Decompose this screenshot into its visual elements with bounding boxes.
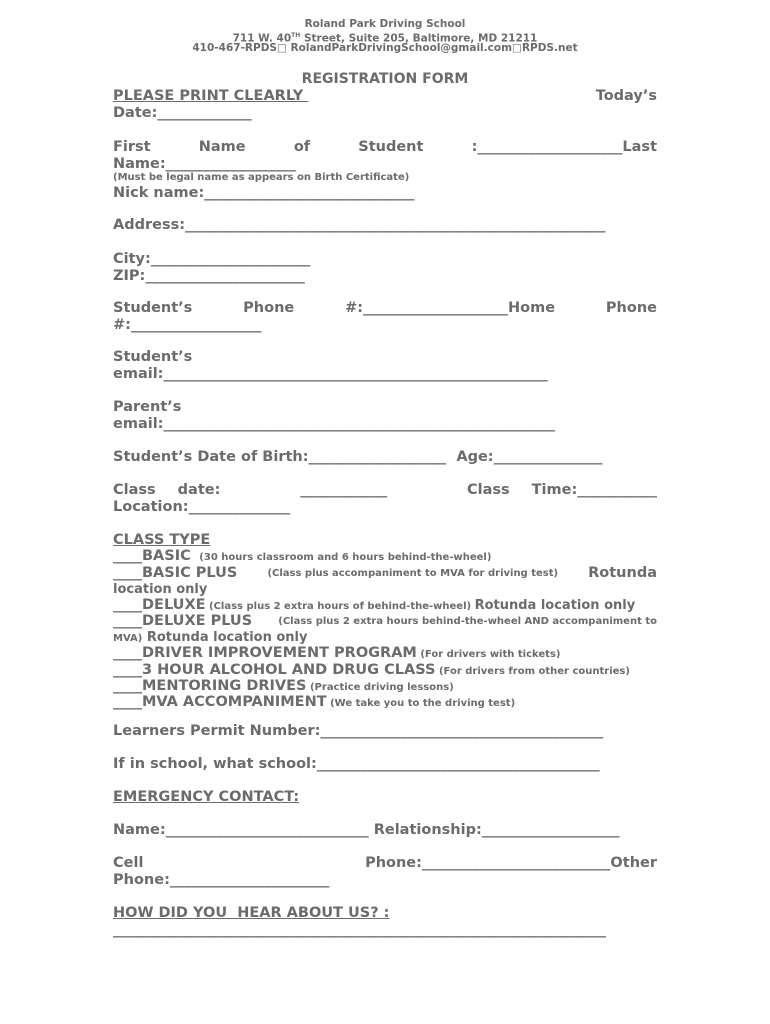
legal-name-note: (Must be legal name as appears on Birth Certificate) <box>113 172 410 183</box>
city-field[interactable]: City:______________________ <box>113 251 311 267</box>
school-name: Roland Park Driving School <box>304 18 466 30</box>
class-option-deluxe-plus[interactable]: ____DELUXE PLUS (Class plus 2 extra hours behind-the-wheel AND accompaniment to <box>113 613 657 629</box>
date-field[interactable]: Date:_____________ <box>113 105 252 121</box>
print-clearly-heading: PLEASE PRINT CLEARLY <box>113 88 309 104</box>
school-address: 711 W. 40TH Street, Suite 205, Baltimore, MD 21211 <box>232 32 538 45</box>
class-date-row[interactable]: Class date: ____________ Class Time:___________ <box>113 482 657 498</box>
class-option-mva-accompaniment[interactable]: ____MVA ACCOMPANIMENT (We take you to the driving test) <box>113 694 516 710</box>
school-field[interactable]: If in school, what school:_______________________________________ <box>113 756 600 772</box>
other-phone-field[interactable]: Phone:______________________ <box>113 872 330 888</box>
cell-phone-row[interactable]: Cell Phone:__________________________Other <box>113 855 657 871</box>
learners-permit-field[interactable]: Learners Permit Number:_______________________________________ <box>113 723 604 739</box>
class-option-deluxe[interactable]: ____DELUXE (Class plus 2 extra hours of behind-the-wheel) Rotunda location only <box>113 597 636 613</box>
school-contact: 410-467-RPDS□ RolandParkDrivingSchool@gmail.com□RPDS.net <box>192 42 578 54</box>
class-option-basic[interactable]: ____BASIC (30 hours classroom and 6 hours behind-the-wheel) <box>113 548 492 564</box>
zip-field[interactable]: ZIP:______________________ <box>113 268 305 284</box>
class-type-heading: CLASS TYPE <box>113 532 211 548</box>
class-option-driver-improvement[interactable]: ____DRIVER IMPROVEMENT PROGRAM (For drivers with tickets) <box>113 645 561 661</box>
hear-about-us-heading: HOW DID YOU HEAR ABOUT US? : <box>113 905 390 921</box>
class-option-mentoring[interactable]: ____MENTORING DRIVES (Practice driving lessons) <box>113 678 454 694</box>
emergency-contact-heading: EMERGENCY CONTACT: <box>113 789 300 805</box>
first-name-row[interactable]: First Name of Student :____________________Last <box>113 139 657 155</box>
student-email-field[interactable]: email:_____________________________________________________ <box>113 366 548 382</box>
class-option-basic-plus[interactable]: ____BASIC PLUS (Class plus accompaniment to MVA for driving test) Rotunda <box>113 565 657 581</box>
parent-email-field[interactable]: email:______________________________________________________ <box>113 416 555 432</box>
class-location-field[interactable]: Location:______________ <box>113 499 291 515</box>
form-title: REGISTRATION FORM <box>301 71 469 87</box>
student-phone-row[interactable]: Student’s Phone #:____________________Home Phone <box>113 300 657 316</box>
deluxe-plus-continuation: MVA) Rotunda location only <box>113 630 308 645</box>
last-name-field[interactable]: Name:__________________ <box>113 156 297 172</box>
dob-age-field[interactable]: Student’s Date of Birth:___________________ Age:_______________ <box>113 449 603 465</box>
home-phone-field[interactable]: #:__________________ <box>113 317 262 333</box>
hear-about-us-field[interactable]: ____________________________________________________________________ <box>113 922 606 938</box>
class-option-alcohol-drug[interactable]: ____3 HOUR ALCOHOL AND DRUG CLASS (For drivers from other countries) <box>113 662 630 678</box>
address-field[interactable]: Address:__________________________________________________________ <box>113 217 606 233</box>
print-clearly-row <box>113 88 657 105</box>
parent-email-label: Parent’s <box>113 399 182 415</box>
student-email-label: Student’s <box>113 349 193 365</box>
nick-name-field[interactable]: Nick name:_____________________________ <box>113 185 415 201</box>
basic-plus-continuation: location only <box>113 582 208 597</box>
emergency-name-relationship-field[interactable]: Name:____________________________ Relationship:___________________ <box>113 822 620 838</box>
todays-label: Today’s <box>595 88 657 104</box>
